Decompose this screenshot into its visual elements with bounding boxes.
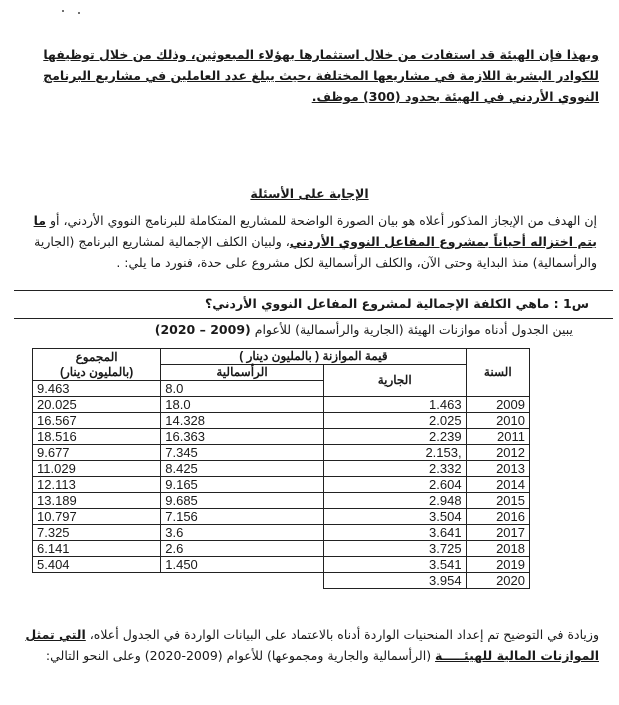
- separator-line: [14, 318, 613, 319]
- closing-paragraph: [24, 624, 599, 666]
- table-row: [33, 445, 530, 461]
- header-capital: الرأسمالية: [161, 365, 324, 381]
- cell-capital: 8.425: [161, 461, 324, 477]
- cell-total: 7.325: [33, 525, 161, 541]
- separator-line: [14, 290, 613, 291]
- header-current: الجارية: [323, 365, 466, 397]
- intro-paragraph: وبهذا فإن الهيئة قد استفادت من خلال استثمارها بهؤلاء المبعوثين، وذلك من خلال توظيفها للكوادر البشرية اللازمة في مشاريعها المختلفة ،حيث يبلغ عدد العاملين في مشاريع البرنامج النووي الأردني في الهيئة بحدود (300) موظف.: [43, 47, 599, 104]
- header-total-unit: (بالمليون دينار): [59, 364, 134, 379]
- cell-capital: 3.6: [161, 525, 324, 541]
- cell-current: 3.641: [323, 525, 466, 541]
- cell-capital: 7.156: [161, 509, 324, 525]
- cell-empty: [161, 573, 324, 589]
- table-row: [33, 557, 530, 573]
- answers-paragraph: [18, 210, 597, 273]
- header-total-label: المجموع: [75, 349, 118, 364]
- table-row: [33, 397, 530, 413]
- table-row: [33, 477, 530, 493]
- cell-current: 3.504: [323, 509, 466, 525]
- cell-year: 2012: [466, 445, 529, 461]
- closing-text-part2: (الرأسمالية والجارية ومجموعها) للأعوام (2009-2020) وعلى النحو التالي:: [45, 648, 436, 663]
- cell-current: 2.604: [323, 477, 466, 493]
- cell-total: 9.677: [33, 445, 161, 461]
- cell-capital: 9.165: [161, 477, 324, 493]
- cell-capital: 2.6: [161, 541, 324, 557]
- cell-year: 2013: [466, 461, 529, 477]
- cell-year: 2015: [466, 493, 529, 509]
- cell-capital: 1.450: [161, 557, 324, 573]
- cell-total: 5.404: [33, 557, 161, 573]
- header-year: السنة: [466, 349, 529, 397]
- cell-year: 2018: [466, 541, 529, 557]
- cell-year: 2016: [466, 509, 529, 525]
- cell-total: 16.567: [33, 413, 161, 429]
- cell-total: 9.463: [33, 381, 161, 397]
- cell-total: 11.029: [33, 461, 161, 477]
- answers-text-part2: ، ولبيان الكلف الإجمالية لمشاريع البرنامج (الجارية والرأسمالية) منذ البداية وحتى الآن، والكلف الرأسمالية لكل مشروع على حدة، فنورد ما يلي: .: [34, 234, 597, 270]
- cell-year: 2019: [466, 557, 529, 573]
- cell-current: 1.463: [323, 397, 466, 413]
- table-caption-text: يبين الجدول أدناه موازنات الهيئة (الجارية والرأسمالية) للأعوام: [250, 322, 573, 337]
- cell-capital: 14.328: [161, 413, 324, 429]
- table-row: [33, 429, 530, 445]
- header-budget-value: قيمة الموازنة ( بالمليون دينار ): [161, 349, 466, 365]
- cell-current: 3.725: [323, 541, 466, 557]
- table-row: [33, 413, 530, 429]
- table-row: [33, 509, 530, 525]
- cell-year: 2009: [466, 397, 529, 413]
- table-caption: [14, 322, 573, 337]
- answers-heading: الإجابة على الأسئلة: [250, 186, 369, 201]
- table-row: [33, 541, 530, 557]
- cell-current: 2.025: [323, 413, 466, 429]
- table-caption-years: (2009 – 2020): [154, 322, 251, 337]
- scan-speck: [62, 10, 64, 12]
- closing-text-underlined: التي تمثل الموازنات المالية للهيئـــــة: [25, 627, 599, 663]
- cell-current: 2.948: [323, 493, 466, 509]
- answers-text-part1: إن الهدف من الإيجاز المذكور أعلاه هو بيان الصورة الواضحة للمشاريع المتكاملة للبرنامج النووي الأردني، أو: [46, 213, 597, 228]
- cell-current: 2.239: [323, 429, 466, 445]
- cell-empty: [33, 573, 161, 589]
- cell-current: 3.954: [323, 573, 466, 589]
- cell-year: 2011: [466, 429, 529, 445]
- cell-current: 2.332: [323, 461, 466, 477]
- closing-text-part1: وزيادة في التوضيح تم إعداد المنحنيات الواردة أدناه بالاعتماد على البيانات الواردة في الجدول أعلاه،: [85, 627, 599, 642]
- cell-total: 13.189: [33, 493, 161, 509]
- cell-capital: 7.345: [161, 445, 324, 461]
- cell-total: 12.113: [33, 477, 161, 493]
- cell-total: 20.025: [33, 397, 161, 413]
- cell-capital: 9.685: [161, 493, 324, 509]
- cell-current: 3.541: [323, 557, 466, 573]
- cell-year: 2014: [466, 477, 529, 493]
- table-row: [33, 525, 530, 541]
- budget-table: [32, 348, 530, 589]
- answers-text-underlined: ما يتم اختزاله أحياناً بمشروع المفاعل النووي الأردني: [33, 213, 597, 249]
- cell-capital: 18.0: [161, 397, 324, 413]
- cell-capital: 8.0: [161, 381, 324, 397]
- table-row: [33, 493, 530, 509]
- table-row: [33, 461, 530, 477]
- cell-capital: 16.363: [161, 429, 324, 445]
- scan-speck: [78, 12, 80, 14]
- header-total: [33, 349, 161, 381]
- cell-year: 2010: [466, 413, 529, 429]
- cell-year: 2020: [466, 573, 529, 589]
- table-row: [33, 573, 530, 589]
- cell-year: 2017: [466, 525, 529, 541]
- cell-total: 10.797: [33, 509, 161, 525]
- question-1: س1 : ماهي الكلفة الإجمالية لمشروع المفاعل النووي الأردني؟: [204, 296, 589, 311]
- cell-total: 6.141: [33, 541, 161, 557]
- cell-current: 2.153,: [323, 445, 466, 461]
- cell-total: 18.516: [33, 429, 161, 445]
